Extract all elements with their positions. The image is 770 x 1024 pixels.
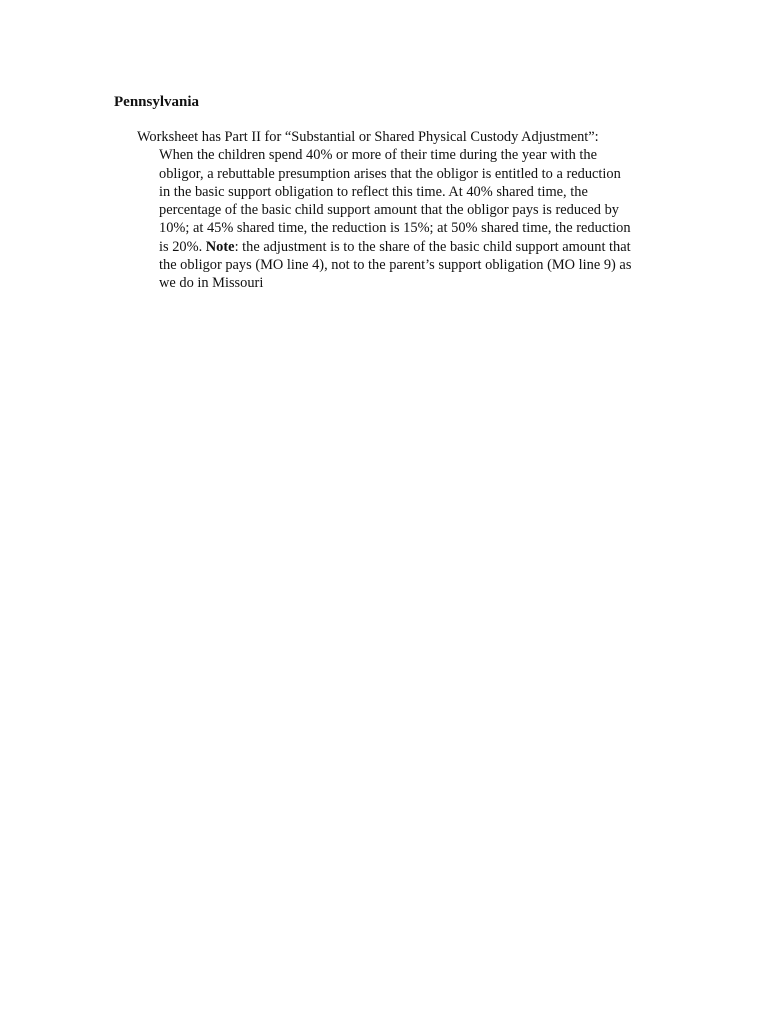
paragraph-line-8: the obligor pays (MO line 4), not to the parent’s support obligation (MO line 9) as <box>159 257 632 274</box>
paragraph-line-5: percentage of the basic child support amount that the obligor pays is reduced by <box>159 202 619 219</box>
paragraph-line-7 <box>137 238 677 256</box>
paragraph-line-6: 10%; at 45% shared time, the reduction is 15%; at 50% shared time, the reduction <box>159 220 631 237</box>
paragraph-line-9: we do in Missouri <box>159 275 264 292</box>
line-7-suffix: : the adjustment is to the share of the basic child support amount that <box>234 238 631 255</box>
line-7-prefix: is 20%. <box>159 238 206 255</box>
paragraph-line-4: in the basic support obligation to reflect this time. At 40% shared time, the <box>159 183 588 200</box>
section-heading: Pennsylvania <box>114 94 200 110</box>
paragraph-line-1: Worksheet has Part II for “Substantial or Shared Physical Custody Adjustment”: <box>137 129 599 145</box>
paragraph-line-2: When the children spend 40% or more of their time during the year with the <box>159 147 597 164</box>
note-label: Note <box>205 238 235 255</box>
body-paragraph <box>137 128 677 293</box>
paragraph-line-3: obligor, a rebuttable presumption arises that the obligor is entitled to a reduction <box>159 165 621 182</box>
